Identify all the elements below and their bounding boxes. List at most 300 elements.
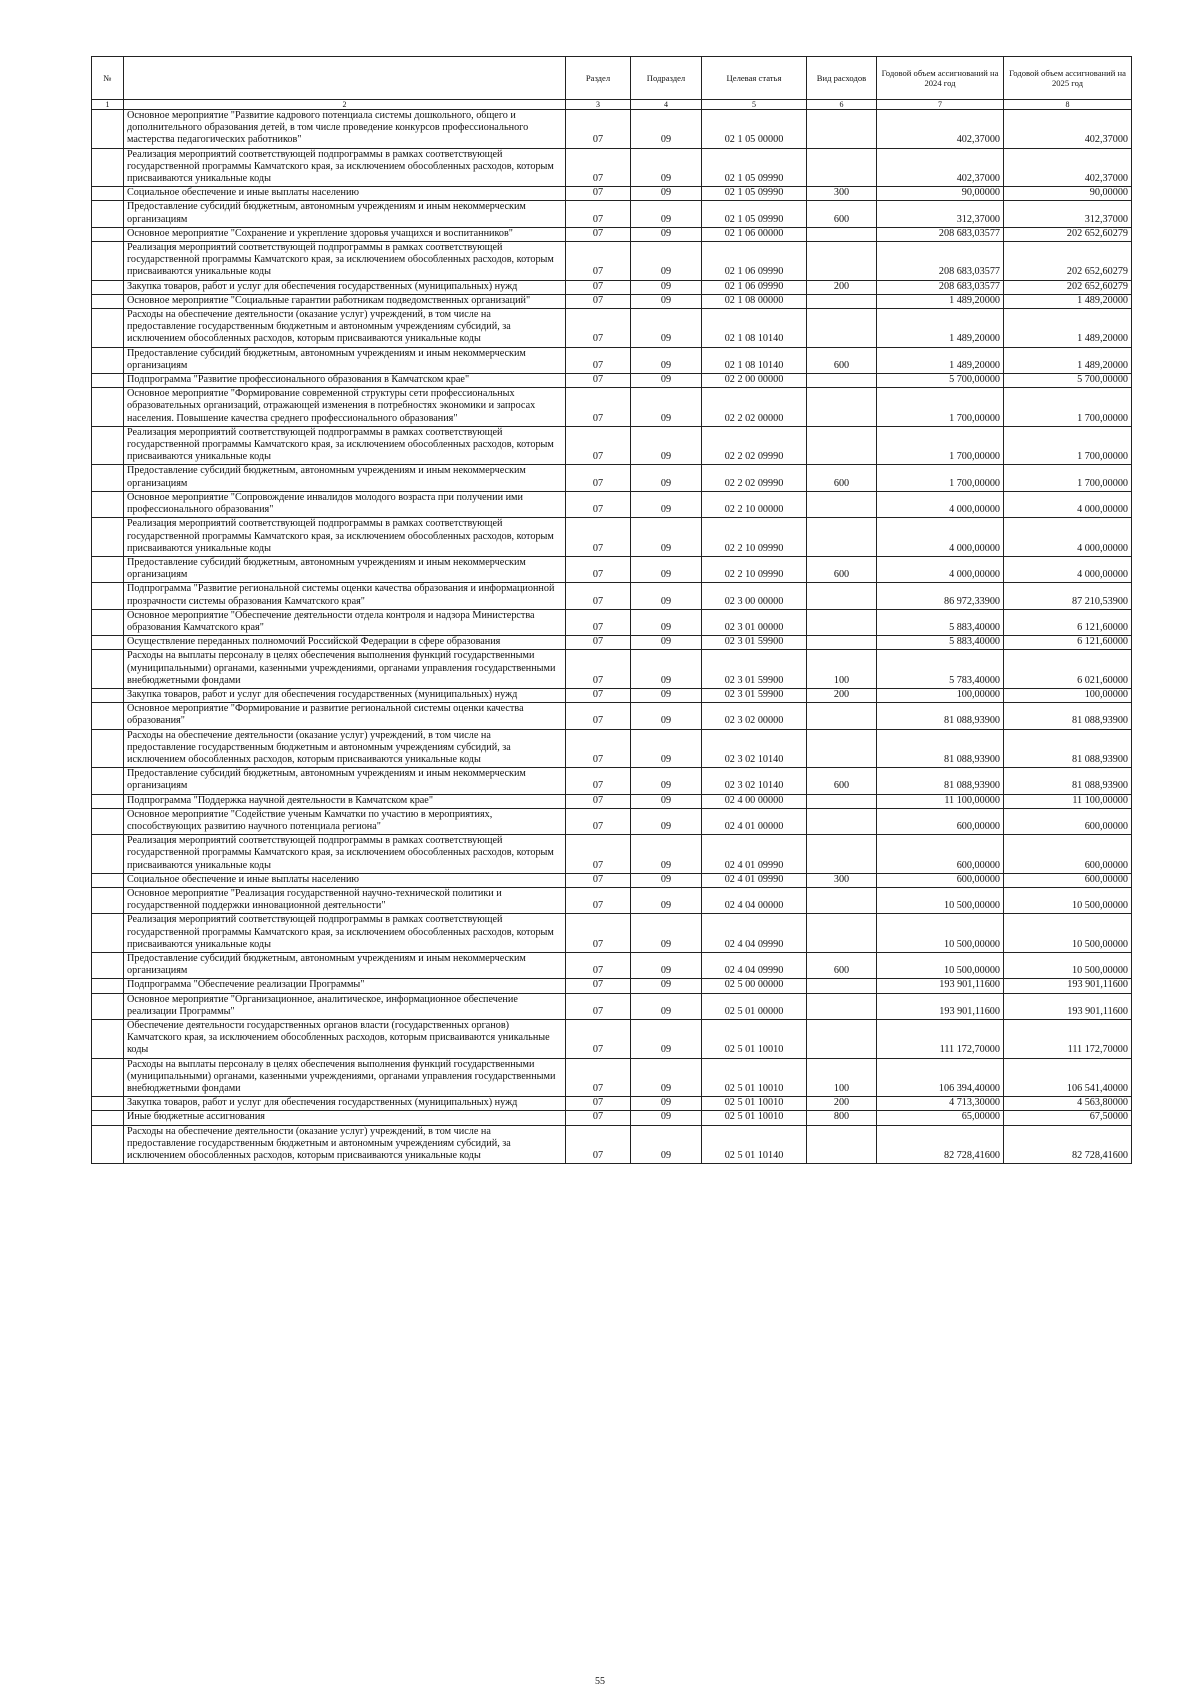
row-podrazdel: 09	[631, 294, 702, 308]
row-expense-type	[807, 110, 877, 149]
row-target-article: 02 5 00 00000	[702, 979, 807, 993]
row-target-article: 02 1 05 09990	[702, 148, 807, 187]
row-amount-2024: 193 901,11600	[877, 979, 1004, 993]
row-amount-2024: 208 683,03577	[877, 242, 1004, 281]
row-amount-2024: 65,00000	[877, 1111, 1004, 1125]
table-row	[92, 650, 1132, 689]
row-amount-2025: 67,50000	[1004, 1111, 1132, 1125]
table-row	[92, 794, 1132, 808]
row-podrazdel: 09	[631, 347, 702, 373]
row-razdel: 07	[566, 873, 631, 887]
row-razdel: 07	[566, 993, 631, 1019]
row-target-article: 02 2 02 09990	[702, 465, 807, 491]
table-row	[92, 808, 1132, 834]
row-number	[92, 1058, 124, 1097]
row-expense-type	[807, 914, 877, 953]
row-razdel: 07	[566, 491, 631, 517]
row-razdel: 07	[566, 201, 631, 227]
row-expense-type	[807, 887, 877, 913]
row-podrazdel: 09	[631, 835, 702, 874]
row-amount-2025: 111 172,70000	[1004, 1020, 1132, 1059]
row-podrazdel: 09	[631, 688, 702, 702]
row-razdel: 07	[566, 887, 631, 913]
row-amount-2025: 106 541,40000	[1004, 1058, 1132, 1097]
page-number: 55	[595, 1676, 605, 1687]
row-name: Иные бюджетные ассигнования	[124, 1111, 566, 1125]
row-expense-type	[807, 729, 877, 768]
row-razdel: 07	[566, 294, 631, 308]
row-amount-2025: 87 210,53900	[1004, 583, 1132, 609]
row-target-article: 02 1 05 09990	[702, 201, 807, 227]
row-number	[92, 1111, 124, 1125]
row-amount-2025: 1 489,20000	[1004, 294, 1132, 308]
table-row	[92, 993, 1132, 1019]
row-amount-2024: 5 883,40000	[877, 609, 1004, 635]
row-number	[92, 887, 124, 913]
table-row	[92, 374, 1132, 388]
row-amount-2024: 312,37000	[877, 201, 1004, 227]
row-amount-2024: 600,00000	[877, 835, 1004, 874]
row-podrazdel: 09	[631, 242, 702, 281]
row-razdel: 07	[566, 703, 631, 729]
row-name: Закупка товаров, работ и услуг для обеспечения государственных (муниципальных) нужд	[124, 688, 566, 702]
row-amount-2025: 4 000,00000	[1004, 518, 1132, 557]
table-row	[92, 636, 1132, 650]
row-expense-type	[807, 979, 877, 993]
row-name: Расходы на выплаты персоналу в целях обеспечения выполнения функций государственными (муниципальными) органами, казенными учреждениями, органами управления государственными внебюджетными фондами	[124, 1058, 566, 1097]
row-number	[92, 309, 124, 348]
row-name: Реализация мероприятий соответствующей подпрограммы в рамках соответствующей государственной программы Камчатского края, за исключением обособленных расходов, которым присваиваются уникальные коды	[124, 148, 566, 187]
row-amount-2024: 208 683,03577	[877, 227, 1004, 241]
row-number	[92, 556, 124, 582]
table-row	[92, 768, 1132, 794]
row-name: Реализация мероприятий соответствующей подпрограммы в рамках соответствующей государственной программы Камчатского края, за исключением обособленных расходов, которым присваиваются уникальные коды	[124, 914, 566, 953]
column-index: 8	[1004, 100, 1132, 110]
row-amount-2025: 402,37000	[1004, 148, 1132, 187]
table-row	[92, 1111, 1132, 1125]
column-index: 1	[92, 100, 124, 110]
row-number	[92, 187, 124, 201]
row-number	[92, 426, 124, 465]
row-target-article: 02 2 02 00000	[702, 388, 807, 427]
row-target-article: 02 1 06 09990	[702, 280, 807, 294]
row-name: Основное мероприятие "Сохранение и укрепление здоровья учащихся и воспитанников"	[124, 227, 566, 241]
table-row	[92, 729, 1132, 768]
row-name: Осуществление переданных полномочий Российской Федерации в сфере образования	[124, 636, 566, 650]
row-expense-type: 100	[807, 650, 877, 689]
row-amount-2024: 600,00000	[877, 873, 1004, 887]
row-amount-2025: 202 652,60279	[1004, 227, 1132, 241]
row-expense-type: 800	[807, 1111, 877, 1125]
row-amount-2024: 10 500,00000	[877, 887, 1004, 913]
row-amount-2025: 6 121,60000	[1004, 609, 1132, 635]
row-target-article: 02 4 04 09990	[702, 953, 807, 979]
row-amount-2025: 202 652,60279	[1004, 242, 1132, 281]
row-podrazdel: 09	[631, 636, 702, 650]
row-name: Предоставление субсидий бюджетным, автономным учреждениям и иным некоммерческим организациям	[124, 953, 566, 979]
row-podrazdel: 09	[631, 465, 702, 491]
row-podrazdel: 09	[631, 887, 702, 913]
row-podrazdel: 09	[631, 609, 702, 635]
budget-table	[91, 56, 1132, 1164]
row-target-article: 02 1 08 00000	[702, 294, 807, 308]
row-number	[92, 294, 124, 308]
row-name: Предоставление субсидий бюджетным, автономным учреждениям и иным некоммерческим организациям	[124, 768, 566, 794]
row-expense-type: 600	[807, 953, 877, 979]
row-razdel: 07	[566, 1125, 631, 1164]
row-expense-type	[807, 1125, 877, 1164]
row-razdel: 07	[566, 347, 631, 373]
row-expense-type	[807, 227, 877, 241]
row-amount-2024: 1 489,20000	[877, 347, 1004, 373]
row-number	[92, 636, 124, 650]
row-name: Реализация мероприятий соответствующей подпрограммы в рамках соответствующей государственной программы Камчатского края, за исключением обособленных расходов, которым присваиваются уникальные коды	[124, 518, 566, 557]
row-amount-2024: 1 700,00000	[877, 388, 1004, 427]
row-expense-type	[807, 374, 877, 388]
row-target-article: 02 5 01 10010	[702, 1058, 807, 1097]
column-index: 5	[702, 100, 807, 110]
row-name: Основное мероприятие "Реализация государственной научно-технической политики и государственной поддержки инновационной деятельности"	[124, 887, 566, 913]
row-amount-2024: 5 783,40000	[877, 650, 1004, 689]
row-target-article: 02 4 04 00000	[702, 887, 807, 913]
row-amount-2024: 10 500,00000	[877, 914, 1004, 953]
row-amount-2025: 600,00000	[1004, 808, 1132, 834]
row-name: Основное мероприятие "Социальные гарантии работникам подведомственных организаций"	[124, 294, 566, 308]
table-row	[92, 556, 1132, 582]
row-expense-type: 300	[807, 187, 877, 201]
row-amount-2024: 81 088,93900	[877, 729, 1004, 768]
column-index-row	[92, 100, 1132, 110]
row-podrazdel: 09	[631, 953, 702, 979]
row-name: Основное мероприятие "Обеспечение деятельности отдела контроля и надзора Министерства образования Камчатского края"	[124, 609, 566, 635]
row-amount-2025: 600,00000	[1004, 835, 1132, 874]
row-razdel: 07	[566, 426, 631, 465]
row-podrazdel: 09	[631, 426, 702, 465]
row-amount-2024: 11 100,00000	[877, 794, 1004, 808]
row-razdel: 07	[566, 1111, 631, 1125]
row-name: Социальное обеспечение и иные выплаты населению	[124, 187, 566, 201]
row-number	[92, 280, 124, 294]
row-expense-type	[807, 242, 877, 281]
row-name: Реализация мероприятий соответствующей подпрограммы в рамках соответствующей государственной программы Камчатского края, за исключением обособленных расходов, которым присваиваются уникальные коды	[124, 835, 566, 874]
row-number	[92, 650, 124, 689]
row-podrazdel: 09	[631, 794, 702, 808]
row-podrazdel: 09	[631, 187, 702, 201]
table-row	[92, 491, 1132, 517]
column-index: 4	[631, 100, 702, 110]
row-expense-type	[807, 993, 877, 1019]
row-amount-2024: 81 088,93900	[877, 703, 1004, 729]
table-row	[92, 347, 1132, 373]
row-amount-2025: 81 088,93900	[1004, 729, 1132, 768]
row-razdel: 07	[566, 768, 631, 794]
row-razdel: 07	[566, 518, 631, 557]
row-expense-type	[807, 703, 877, 729]
row-podrazdel: 09	[631, 1125, 702, 1164]
row-amount-2025: 1 700,00000	[1004, 388, 1132, 427]
budget-table-sheet	[91, 56, 1131, 1164]
header-name	[124, 57, 566, 100]
row-name: Основное мероприятие "Формирование современной структуры сети профессиональных образовательных организаций, отражающей изменения в потребностях экономики и запросах населения. Повышение качества среднего профессионального образования"	[124, 388, 566, 427]
row-razdel: 07	[566, 979, 631, 993]
row-number	[92, 873, 124, 887]
row-name: Расходы на обеспечение деятельности (оказание услуг) учреждений, в том числе на предоставление государственным бюджетным и автономным учреждениям субсидий, за исключением обособленных расходов, которым присваиваются уникальные коды	[124, 729, 566, 768]
table-row	[92, 1125, 1132, 1164]
row-amount-2024: 1 489,20000	[877, 309, 1004, 348]
row-amount-2025: 90,00000	[1004, 187, 1132, 201]
row-target-article: 02 1 06 00000	[702, 227, 807, 241]
row-target-article: 02 1 08 10140	[702, 309, 807, 348]
row-number	[92, 583, 124, 609]
row-razdel: 07	[566, 388, 631, 427]
row-expense-type: 600	[807, 768, 877, 794]
table-row	[92, 979, 1132, 993]
row-name: Подпрограмма "Обеспечение реализации Программы"	[124, 979, 566, 993]
row-expense-type: 300	[807, 873, 877, 887]
row-expense-type	[807, 794, 877, 808]
table-row	[92, 227, 1132, 241]
row-amount-2025: 10 500,00000	[1004, 887, 1132, 913]
row-amount-2025: 193 901,11600	[1004, 993, 1132, 1019]
row-number	[92, 1097, 124, 1111]
table-body	[92, 110, 1132, 1164]
table-row	[92, 465, 1132, 491]
row-podrazdel: 09	[631, 873, 702, 887]
row-amount-2025: 6 021,60000	[1004, 650, 1132, 689]
row-amount-2025: 4 000,00000	[1004, 556, 1132, 582]
table-row	[92, 187, 1132, 201]
row-expense-type: 600	[807, 465, 877, 491]
table-row	[92, 1097, 1132, 1111]
row-expense-type: 200	[807, 1097, 877, 1111]
row-expense-type	[807, 835, 877, 874]
row-number	[92, 227, 124, 241]
row-number	[92, 768, 124, 794]
row-number	[92, 609, 124, 635]
row-target-article: 02 3 00 00000	[702, 583, 807, 609]
row-amount-2025: 402,37000	[1004, 110, 1132, 149]
row-razdel: 07	[566, 374, 631, 388]
header-number: №	[92, 57, 124, 100]
row-target-article: 02 5 01 10010	[702, 1111, 807, 1125]
table-row	[92, 873, 1132, 887]
table-row	[92, 914, 1132, 953]
table-row	[92, 1058, 1132, 1097]
header-target-article: Целевая статья	[702, 57, 807, 100]
row-name: Реализация мероприятий соответствующей подпрограммы в рамках соответствующей государственной программы Камчатского края, за исключением обособленных расходов, которым присваиваются уникальные коды	[124, 426, 566, 465]
row-razdel: 07	[566, 556, 631, 582]
row-amount-2024: 4 000,00000	[877, 556, 1004, 582]
row-amount-2024: 193 901,11600	[877, 993, 1004, 1019]
row-amount-2025: 1 700,00000	[1004, 426, 1132, 465]
row-target-article: 02 3 02 10140	[702, 768, 807, 794]
row-amount-2025: 193 901,11600	[1004, 979, 1132, 993]
row-amount-2024: 81 088,93900	[877, 768, 1004, 794]
table-row	[92, 609, 1132, 635]
row-target-article: 02 2 00 00000	[702, 374, 807, 388]
table-row	[92, 388, 1132, 427]
row-amount-2025: 81 088,93900	[1004, 768, 1132, 794]
row-podrazdel: 09	[631, 1111, 702, 1125]
row-name: Закупка товаров, работ и услуг для обеспечения государственных (муниципальных) нужд	[124, 280, 566, 294]
row-amount-2025: 81 088,93900	[1004, 703, 1132, 729]
row-target-article: 02 5 01 10140	[702, 1125, 807, 1164]
row-podrazdel: 09	[631, 556, 702, 582]
table-row	[92, 953, 1132, 979]
row-amount-2025: 10 500,00000	[1004, 914, 1132, 953]
row-number	[92, 993, 124, 1019]
row-number	[92, 703, 124, 729]
row-amount-2025: 82 728,41600	[1004, 1125, 1132, 1164]
row-name: Основное мероприятие "Формирование и развитие региональной системы оценки качества образования"	[124, 703, 566, 729]
row-podrazdel: 09	[631, 201, 702, 227]
row-target-article: 02 3 01 59900	[702, 650, 807, 689]
row-podrazdel: 09	[631, 768, 702, 794]
row-amount-2025: 6 121,60000	[1004, 636, 1132, 650]
row-target-article: 02 5 01 10010	[702, 1097, 807, 1111]
row-name: Основное мероприятие "Развитие кадрового потенциала системы дошкольного, общего и дополнительного образования детей, в том числе проведение конкурсов профессионального мастерства педагогических работников"	[124, 110, 566, 149]
row-expense-type	[807, 309, 877, 348]
column-index: 3	[566, 100, 631, 110]
row-amount-2024: 5 883,40000	[877, 636, 1004, 650]
row-name: Реализация мероприятий соответствующей подпрограммы в рамках соответствующей государственной программы Камчатского края, за исключением обособленных расходов, которым присваиваются уникальные коды	[124, 242, 566, 281]
row-amount-2025: 4 000,00000	[1004, 491, 1132, 517]
row-name: Социальное обеспечение и иные выплаты населению	[124, 873, 566, 887]
row-name: Основное мероприятие "Организационное, аналитическое, информационное обеспечение реализации Программы"	[124, 993, 566, 1019]
row-target-article: 02 1 05 09990	[702, 187, 807, 201]
row-podrazdel: 09	[631, 309, 702, 348]
row-amount-2025: 1 489,20000	[1004, 347, 1132, 373]
row-podrazdel: 09	[631, 979, 702, 993]
row-razdel: 07	[566, 187, 631, 201]
row-razdel: 07	[566, 794, 631, 808]
row-amount-2025: 1 489,20000	[1004, 309, 1132, 348]
row-name: Предоставление субсидий бюджетным, автономным учреждениям и иным некоммерческим организациям	[124, 556, 566, 582]
row-amount-2024: 90,00000	[877, 187, 1004, 201]
row-number	[92, 688, 124, 702]
row-target-article: 02 3 01 59900	[702, 688, 807, 702]
header-podrazdel: Подраздел	[631, 57, 702, 100]
row-number	[92, 201, 124, 227]
table-row	[92, 280, 1132, 294]
row-amount-2024: 10 500,00000	[877, 953, 1004, 979]
row-number	[92, 914, 124, 953]
row-podrazdel: 09	[631, 227, 702, 241]
table-row	[92, 426, 1132, 465]
row-target-article: 02 1 06 09990	[702, 242, 807, 281]
row-podrazdel: 09	[631, 388, 702, 427]
row-razdel: 07	[566, 583, 631, 609]
row-expense-type	[807, 148, 877, 187]
row-target-article: 02 4 01 09990	[702, 873, 807, 887]
row-target-article: 02 3 02 10140	[702, 729, 807, 768]
table-header-row	[92, 57, 1132, 100]
row-name: Закупка товаров, работ и услуг для обеспечения государственных (муниципальных) нужд	[124, 1097, 566, 1111]
header-razdel: Раздел	[566, 57, 631, 100]
row-amount-2024: 4 713,30000	[877, 1097, 1004, 1111]
row-number	[92, 148, 124, 187]
row-razdel: 07	[566, 148, 631, 187]
row-target-article: 02 4 01 00000	[702, 808, 807, 834]
row-name: Подпрограмма "Развитие профессионального образования в Камчатском крае"	[124, 374, 566, 388]
row-amount-2024: 4 000,00000	[877, 518, 1004, 557]
row-razdel: 07	[566, 309, 631, 348]
row-podrazdel: 09	[631, 703, 702, 729]
row-podrazdel: 09	[631, 993, 702, 1019]
row-amount-2024: 106 394,40000	[877, 1058, 1004, 1097]
row-amount-2025: 11 100,00000	[1004, 794, 1132, 808]
row-amount-2024: 111 172,70000	[877, 1020, 1004, 1059]
row-amount-2025: 600,00000	[1004, 873, 1132, 887]
row-target-article: 02 1 05 00000	[702, 110, 807, 149]
row-podrazdel: 09	[631, 729, 702, 768]
row-target-article: 02 4 00 00000	[702, 794, 807, 808]
row-amount-2024: 402,37000	[877, 110, 1004, 149]
row-number	[92, 979, 124, 993]
row-expense-type: 600	[807, 556, 877, 582]
row-amount-2025: 1 700,00000	[1004, 465, 1132, 491]
row-razdel: 07	[566, 227, 631, 241]
row-expense-type: 200	[807, 688, 877, 702]
row-number	[92, 110, 124, 149]
row-amount-2025: 202 652,60279	[1004, 280, 1132, 294]
row-razdel: 07	[566, 280, 631, 294]
row-podrazdel: 09	[631, 650, 702, 689]
row-amount-2024: 82 728,41600	[877, 1125, 1004, 1164]
row-expense-type: 600	[807, 347, 877, 373]
row-razdel: 07	[566, 729, 631, 768]
row-amount-2024: 4 000,00000	[877, 491, 1004, 517]
row-razdel: 07	[566, 835, 631, 874]
row-name: Предоставление субсидий бюджетным, автономным учреждениям и иным некоммерческим организациям	[124, 201, 566, 227]
row-expense-type	[807, 294, 877, 308]
row-target-article: 02 1 08 10140	[702, 347, 807, 373]
table-row	[92, 703, 1132, 729]
row-razdel: 07	[566, 953, 631, 979]
row-target-article: 02 4 01 09990	[702, 835, 807, 874]
row-razdel: 07	[566, 110, 631, 149]
row-name: Основное мероприятие "Содействие ученым Камчатки по участию в мероприятиях, способствующих развитию научного потенциала региона"	[124, 808, 566, 834]
row-number	[92, 794, 124, 808]
row-podrazdel: 09	[631, 518, 702, 557]
row-razdel: 07	[566, 1097, 631, 1111]
row-name: Подпрограмма "Развитие региональной системы оценки качества образования и информационной прозрачности системы образования Камчатского края"	[124, 583, 566, 609]
row-name: Основное мероприятие "Сопровождение инвалидов молодого возраста при получении ими профессионального образования"	[124, 491, 566, 517]
column-index: 6	[807, 100, 877, 110]
row-number	[92, 518, 124, 557]
row-target-article: 02 2 10 09990	[702, 518, 807, 557]
column-index: 7	[877, 100, 1004, 110]
row-target-article: 02 4 04 09990	[702, 914, 807, 953]
row-amount-2025: 4 563,80000	[1004, 1097, 1132, 1111]
row-number	[92, 729, 124, 768]
table-row	[92, 148, 1132, 187]
row-name: Расходы на обеспечение деятельности (оказание услуг) учреждений, в том числе на предоставление государственным бюджетным и автономным учреждениям субсидий, за исключением обособленных расходов, которым присваиваются уникальные коды	[124, 1125, 566, 1164]
row-name: Предоставление субсидий бюджетным, автономным учреждениям и иным некоммерческим организациям	[124, 465, 566, 491]
row-podrazdel: 09	[631, 148, 702, 187]
row-expense-type	[807, 636, 877, 650]
row-razdel: 07	[566, 808, 631, 834]
table-row	[92, 309, 1132, 348]
row-podrazdel: 09	[631, 1097, 702, 1111]
row-amount-2024: 600,00000	[877, 808, 1004, 834]
table-row	[92, 583, 1132, 609]
row-expense-type	[807, 491, 877, 517]
row-number	[92, 1125, 124, 1164]
row-number	[92, 835, 124, 874]
row-amount-2025: 10 500,00000	[1004, 953, 1132, 979]
row-amount-2024: 402,37000	[877, 148, 1004, 187]
